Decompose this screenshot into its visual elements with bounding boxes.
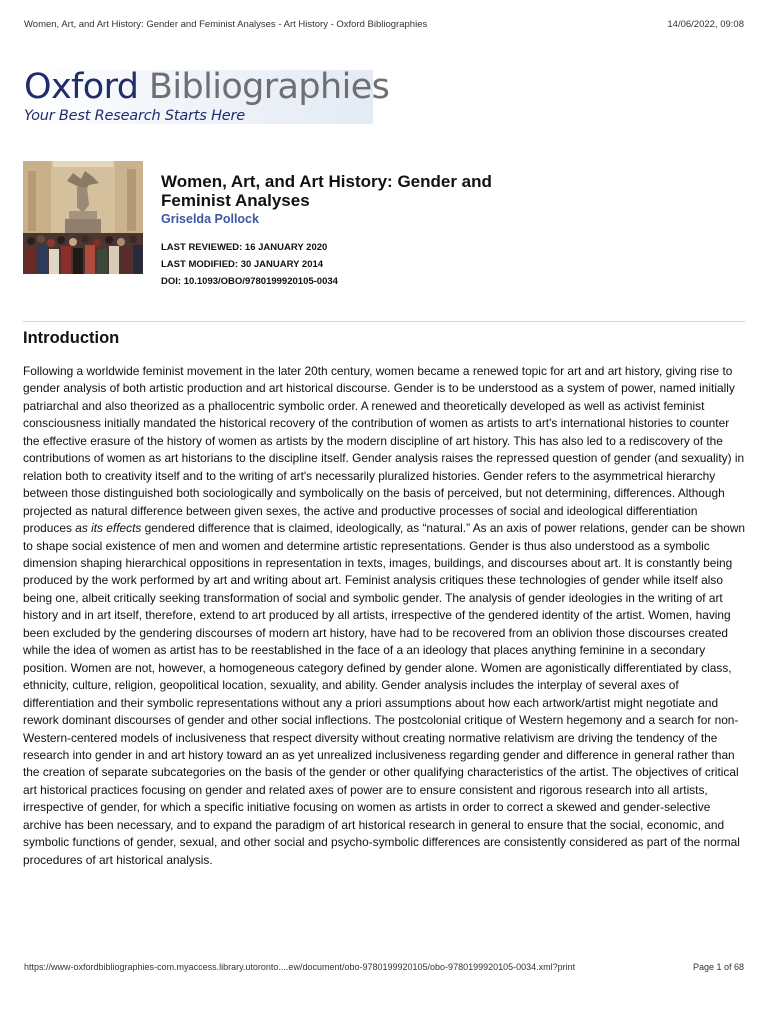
paragraph-italic-phrase: as its effects	[75, 521, 142, 536]
author-link[interactable]: Griselda Pollock	[161, 212, 259, 226]
introduction-paragraph	[23, 363, 745, 869]
museum-statue-illustration	[23, 161, 143, 274]
article-title: Women, Art, and Art History: Gender and Feminist Analyses	[161, 172, 492, 210]
print-datetime: 14/06/2022, 09:08	[667, 19, 744, 30]
doi: DOI: 10.1093/OBO/9780199920105-0034	[161, 276, 338, 287]
section-heading: Introduction	[23, 329, 120, 347]
print-header	[24, 19, 744, 30]
print-url: https://www-oxfordbibliographies-com.myaccess.library.utoronto....ew/document/obo-9780199920105/obo-9780199920105-0034.xml?print	[24, 962, 576, 972]
section-divider	[23, 321, 745, 322]
print-page-title: Women, Art, and Art History: Gender and Feminist Analyses - Art History - Oxford Bibliographies	[24, 19, 428, 30]
page-number: Page 1 of 68	[692, 962, 744, 972]
last-reviewed: LAST REVIEWED: 16 JANUARY 2020	[161, 242, 328, 253]
logo-word-bibliographies: Bibliographies	[148, 67, 390, 107]
paragraph-text-part-2: gendered difference that is claimed, ideologically, as “natural.” As an axis of power relations, gender can be shown to shape social existence of men and women and determine artistic representations. Gender is thus also understood as a symbolic dimension shaping hierarchical oppositions in representation in texts, images, buildings, and discourses about art. It is constantly being produced by the work performed by art and writing about art. Feminist analysis critiques these technologies of gender while itself also being one, albeit critically seeking transformation of social and symbolic gender. The analysis of gender ideologies in the writing of art history and in art itself, therefore, extend to art produced by all artists, irrespective of the gendered identity of the artist. Women, having been excluded by the gendering discourses of modern art history, have had to be recovered from an oblivion those discourses created while the idea of women as artist has to be reestablished in the face of a an ideology that places anything feminine in a secondary position. Women are not, however, a homogeneous category defined by gender alone. Women are agonistically differentiated by class, ethnicity, culture, religion, geopolitical location, sexuality, and ability. Gender analysis includes the interplay of several axes of differentiation and their symbolic representations without any a priori assumptions about how each artwork/artist might negotiate and rework dominant discourses of gender and other social inflections. The postcolonial critique of Western hegemony and a search for non-Western-centered models of inclusiveness that respect diversity without creating normative relativism are driving the tendency of the research into gender in and art history toward an as yet unrealized inclusiveness regarding gender and difference in general rather than the creation of separate subcategories on the basis of the gender or other qualifying characteristics of the artist. The objectives of critical art historical practices focusing on gender and related axes of power are to ensure consistent and rigorous research into all artists, irrespective of gender, for which a specific initiative focusing on women as artists in order to correct a skewed and gender-selective archive has been necessary, and to expand the paradigm of art historical research in general to ensure that the social, economic, and symbolic functions of gender, sexual, and other social and psycho-symbolic differences are consistently considered as part of the normal procedures of art historical analysis.	[23, 521, 746, 867]
logo-wordmark	[24, 68, 389, 106]
paragraph-text-part-1: Following a worldwide feminist movement in the later 20th century, women became a renewed topic for art and art history, giving rise to gender analysis of both artistic production and art historical discourse. Gender is to be understood as a system of power, named initially patriarchal and also theorized as a phallocentric symbolic order. A renewed and theoretically developed as well as activist feminist consciousness initially mandated the historical recovery of the contribution of women as artists to art's international histories to counter the effective erasure of the history of women as artists by the modern discipline of art history. This has also led to a rediscovery of the contributions of women as art historians to the discipline itself. Gender analysis raises the repressed question of gender (and sexuality) in relation both to creativity itself and to the writing of art's necessarily pluralized histories. Gender refers to the asymmetrical hierarchy between those distinguished both sociologically and symbolically on the basis of perceived, but not determining, differences. Although projected as natural difference between given sexes, the active and productive processes of social and ideological differentiation produces	[23, 364, 745, 536]
last-modified: LAST MODIFIED: 30 JANUARY 2014	[161, 259, 324, 270]
article-thumbnail-image	[23, 161, 143, 274]
print-footer	[24, 962, 744, 972]
oxford-bibliographies-logo[interactable]	[23, 67, 390, 124]
logo-tagline: Your Best Research Starts Here	[24, 108, 245, 124]
logo-word-oxford: Oxford	[24, 67, 139, 107]
